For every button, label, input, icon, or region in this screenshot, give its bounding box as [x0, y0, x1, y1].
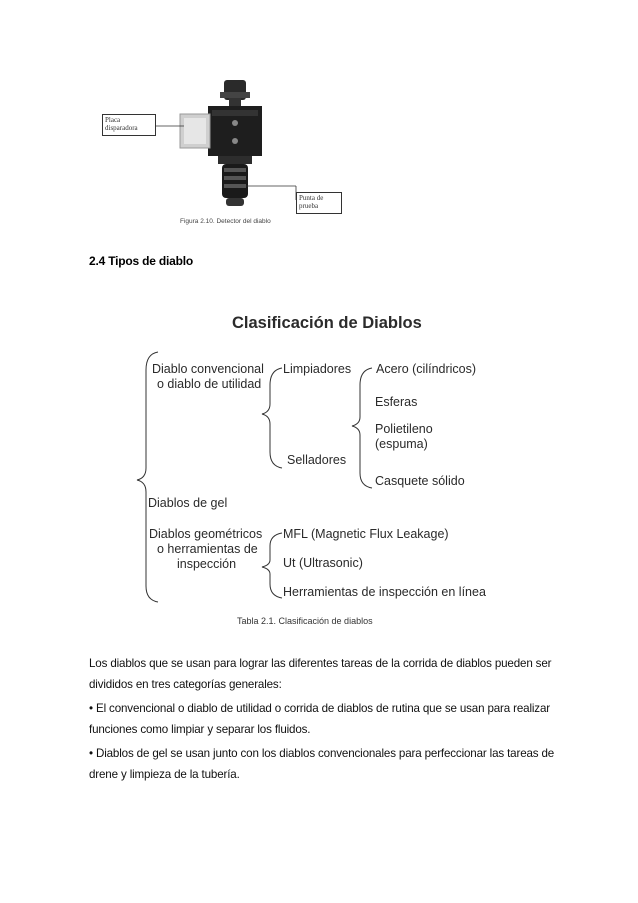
polyethylene-label-1: Polietileno: [375, 422, 433, 436]
section-heading: 2.4 Tipos de diablo: [89, 254, 194, 268]
probe-tip-label-1: Punta de: [299, 194, 324, 202]
geometric-pig-label-3: inspección: [177, 557, 237, 571]
trigger-plate-callout: [102, 114, 156, 136]
spheres-label: Esferas: [375, 395, 418, 409]
paragraph-conventional: • El convencional o diablo de utilidad o corrida de diablos de rutina que se usan para realizar funciones como limpiar y separar los fluidos.: [89, 702, 550, 736]
paragraph-intro: Los diablos que se usan para lograr las diferentes tareas de la corrida de diablos pueden ser divididos en tres categorías generales:: [89, 657, 552, 691]
solid-cup-label: Casquete sólido: [375, 474, 465, 488]
conventional-pig-label-1: Diablo convencional: [152, 362, 264, 376]
detector-figure: [100, 78, 350, 228]
trigger-plate-label-2: disparadora: [105, 124, 138, 132]
geometric-pig-label-2: o herramientas de: [157, 542, 258, 556]
probe-tip-callout: [296, 192, 342, 214]
polyethylene-label-2: (espuma): [375, 437, 428, 451]
geometric-pig-label-1: Diablos geométricos: [149, 527, 263, 541]
ut-label: Ut (Ultrasonic): [283, 556, 363, 570]
conventional-pig-label-2: o diablo de utilidad: [157, 377, 262, 391]
paragraph-gel: • Diablos de gel se usan junto con los diablos convencionales para perfeccionar las tareas de drene y limpieza de la tubería.: [89, 747, 555, 781]
cleaners-label: Limpiadores: [283, 362, 352, 376]
steel-label: Acero (cilíndricos): [376, 362, 477, 376]
trigger-plate-label-1: Placa: [105, 116, 121, 124]
mfl-label: MFL (Magnetic Flux Leakage): [283, 527, 449, 541]
probe-tip-label-2: prueba: [299, 202, 319, 210]
figure-caption: Figura 2.10. Detector del diablo: [180, 218, 271, 225]
inline-tools-label: Herramientas de inspección en línea: [283, 585, 486, 599]
table-caption: Tabla 2.1. Clasificación de diablos: [237, 616, 373, 626]
gel-pig-label: Diablos de gel: [148, 496, 228, 510]
diagram-title: Clasificación de Diablos: [232, 314, 422, 332]
sealers-label: Selladores: [287, 453, 347, 467]
